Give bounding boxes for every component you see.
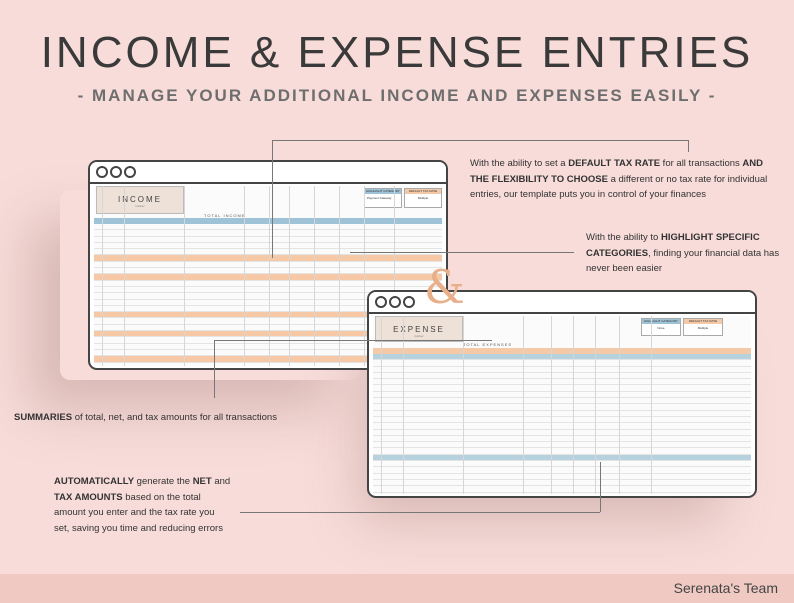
- column-divider: [339, 186, 340, 366]
- income-tagline: tracker: [135, 204, 145, 208]
- column-divider: [289, 186, 290, 366]
- column-divider: [619, 316, 620, 494]
- callout-emphasis: DEFAULT TAX RATE: [568, 158, 661, 169]
- callout-text: a different or no tax rate for individual entries, our template puts you in control of your finances: [470, 173, 768, 200]
- expense-window: [367, 290, 757, 498]
- page-subtitle: - MANAGE YOUR ADDITIONAL INCOME AND EXPENSES EASILY -: [77, 86, 717, 105]
- callout-emphasis: NET: [192, 476, 212, 487]
- callout-automatic: [54, 474, 232, 536]
- footer-brand: Serenata's Team: [673, 580, 778, 596]
- expense-tax-label: DEFAULT TAX RATE: [684, 319, 722, 324]
- income-window-titlebar: [90, 162, 446, 184]
- footer-bar: [0, 574, 794, 603]
- table-row: [373, 493, 751, 498]
- expense-totals-label: TOTAL EXPENSES: [463, 342, 513, 347]
- expense-sheet: [373, 316, 751, 494]
- callout-text: , finding your financial data has never been easier: [586, 247, 780, 274]
- callout-text: With the ability to: [586, 232, 661, 243]
- callout-line-summaries-drop: [214, 340, 215, 398]
- income-totals-label: TOTAL INCOME: [204, 213, 246, 218]
- column-divider: [463, 316, 464, 494]
- callout-line-tax-drop: [272, 140, 273, 258]
- callout-text: and: [211, 476, 231, 487]
- income-tax-value: Multiple: [417, 196, 429, 200]
- income-tax-label: DEFAULT TAX RATE: [405, 189, 441, 194]
- callout-tax-rate: [470, 156, 780, 203]
- callout-line-tax: [272, 140, 688, 141]
- column-divider: [551, 316, 552, 494]
- callout-line-auto-up: [600, 462, 601, 512]
- expense-highlight-label: HIGHLIGHT CATEGORY: [642, 319, 680, 324]
- callout-line-auto: [240, 512, 600, 513]
- column-divider: [523, 316, 524, 494]
- window-control-icon[interactable]: [403, 296, 415, 308]
- expense-tax-dropdown[interactable]: [683, 318, 723, 336]
- callout-text: generate the: [134, 476, 193, 487]
- expense-tax-value: Multiple: [697, 326, 709, 330]
- callout-summaries: [14, 410, 344, 426]
- income-title: INCOME: [118, 195, 162, 204]
- window-control-icon[interactable]: [110, 166, 122, 178]
- column-divider: [184, 186, 185, 366]
- income-title-box: [96, 186, 184, 214]
- income-highlight-label: HIGHLIGHT CATEGORY: [366, 189, 400, 193]
- callout-line-summaries: [214, 340, 492, 341]
- income-highlight-value: Payment Gateway: [367, 196, 392, 200]
- callout-emphasis: AND THE FLEXIBILITY TO CHOOSE: [470, 158, 764, 185]
- column-divider: [651, 316, 652, 494]
- window-control-icon[interactable]: [389, 296, 401, 308]
- expense-table-rows: [373, 354, 751, 498]
- expense-title-box: [375, 316, 463, 342]
- callout-emphasis: SUMMARIES: [14, 412, 73, 423]
- callout-line-highlight: [350, 252, 574, 253]
- ampersand-decoration: &: [424, 260, 465, 314]
- page-title: INCOME & EXPENSE ENTRIES: [40, 28, 754, 77]
- callout-line-tax-right: [688, 140, 689, 152]
- callout-highlight: [586, 230, 786, 277]
- window-control-icon[interactable]: [375, 296, 387, 308]
- column-divider: [124, 186, 125, 366]
- column-divider: [244, 186, 245, 366]
- expense-title: EXPENSE: [393, 325, 445, 334]
- column-divider: [314, 186, 315, 366]
- callout-emphasis: AUTOMATICALLY: [54, 476, 135, 487]
- callout-text: based on the total amount you enter and the tax rate you set, saving you time and reducing errors: [54, 491, 223, 534]
- column-divider: [403, 316, 404, 494]
- income-highlight-dropdown[interactable]: [364, 188, 402, 208]
- callout-text: With the ability to set a: [470, 158, 569, 169]
- callout-emphasis: TAX AMOUNTS: [54, 491, 123, 503]
- expense-tagline: tracker: [414, 334, 424, 338]
- column-divider: [269, 186, 270, 366]
- column-divider: [573, 316, 574, 494]
- column-divider: [381, 316, 382, 494]
- column-divider: [595, 316, 596, 494]
- callout-emphasis: HIGHLIGHT SPECIFIC CATEGORIES: [586, 232, 760, 259]
- window-control-icon[interactable]: [96, 166, 108, 178]
- column-divider: [364, 186, 365, 366]
- expense-highlight-dropdown[interactable]: [641, 318, 681, 336]
- column-divider: [102, 186, 103, 366]
- expense-highlight-value: None: [657, 326, 665, 330]
- callout-text: for all transactions: [660, 158, 743, 169]
- callout-text: of total, net, and tax amounts for all transactions: [72, 412, 277, 423]
- window-control-icon[interactable]: [124, 166, 136, 178]
- income-tax-dropdown[interactable]: [404, 188, 442, 208]
